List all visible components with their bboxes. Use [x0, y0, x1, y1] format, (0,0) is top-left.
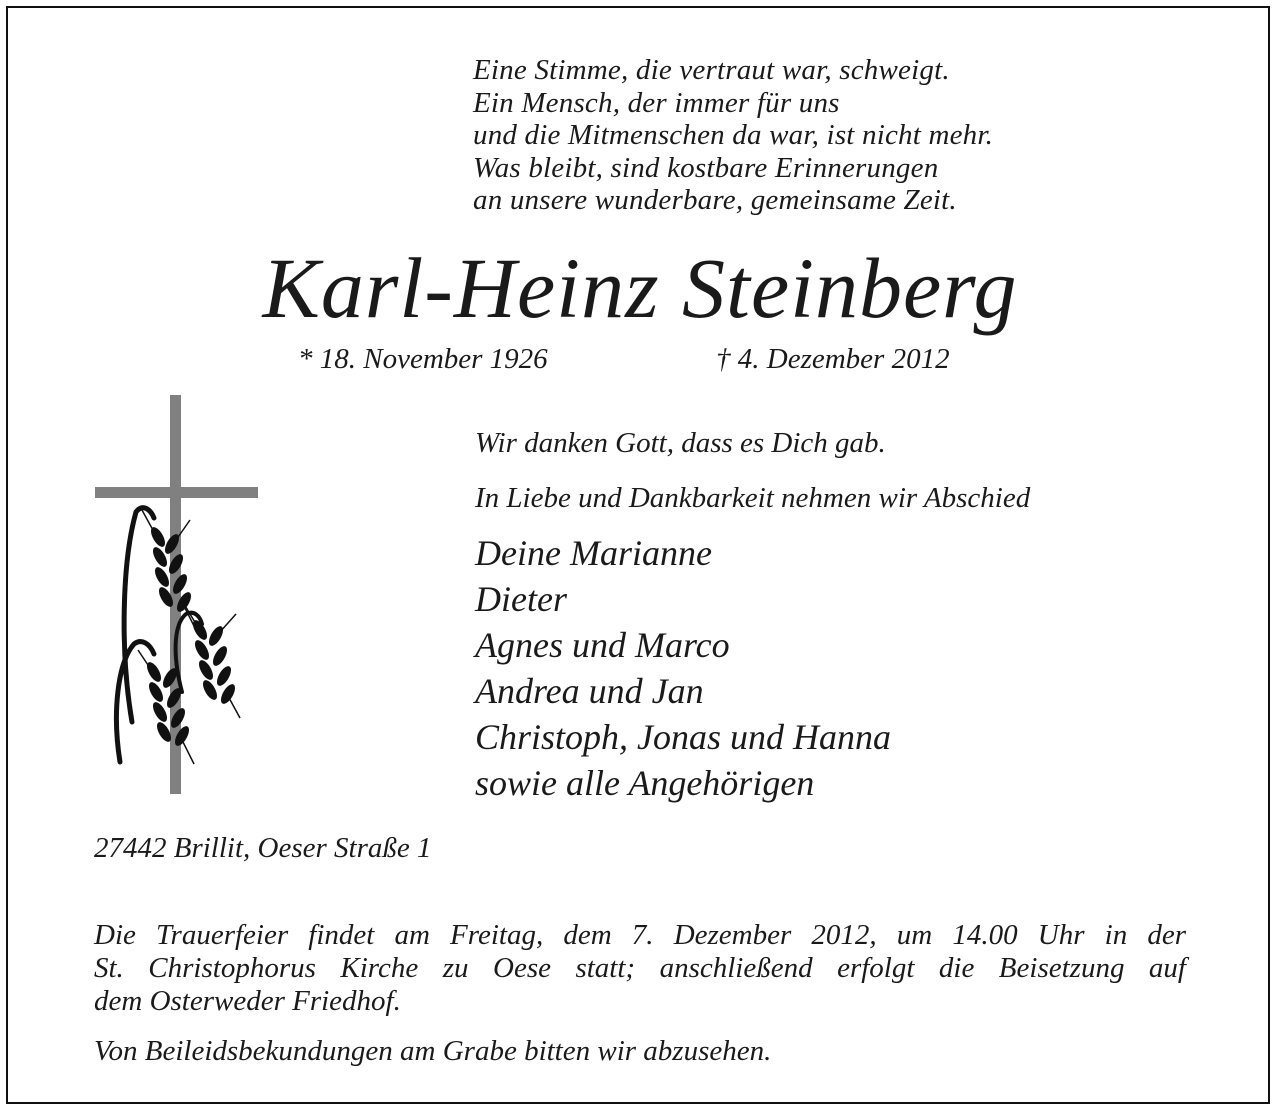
wheat-ears [144, 525, 238, 748]
poem-line: Ein Mensch, der immer für uns [473, 86, 840, 119]
deceased-name [0, 238, 1280, 338]
poem [473, 54, 993, 217]
poem-line: Was bleibt, sind kostbare Erinnerungen [473, 151, 939, 184]
deceased-name-text: Karl-Heinz Steinberg [262, 240, 1018, 336]
family-member: Dieter [475, 579, 567, 619]
cross-horizontal-bar [95, 487, 258, 498]
wheat-awns [138, 510, 240, 764]
family-member: Deine Marianne [475, 533, 712, 573]
condolence-request: Von Beileidsbekundungen am Grabe bitten wir abzusehen. [94, 1035, 772, 1067]
service-info [94, 919, 1186, 1018]
cross-with-wheat-icon [90, 392, 265, 797]
thanks-line: Wir danken Gott, dass es Dich gab. [475, 427, 886, 459]
service-line: Die Trauerfeier findet am Freitag, dem 7. Dezember 2012, um 14.00 Uhr in der [94, 919, 1186, 951]
death-date: † 4. Dezember 2012 [716, 343, 950, 375]
poem-line: und die Mitmenschen da war, ist nicht mehr. [473, 119, 994, 151]
family-member: sowie alle Angehörigen [475, 763, 815, 803]
address: 27442 Brillit, Oeser Straße 1 [94, 832, 432, 864]
service-line: dem Osterweder Friedhof. [94, 985, 401, 1017]
farewell-line: In Liebe und Dankbarkeit nehmen wir Abschied [475, 482, 1031, 514]
poem-line: an unsere wunderbare, gemeinsame Zeit. [473, 184, 957, 216]
service-line: St. Christophorus Kirche zu Oese statt; anschließend erfolgt die Beisetzung auf [94, 952, 1186, 984]
family-member: Agnes und Marco [475, 625, 730, 665]
family-member: Christoph, Jonas und Hanna [475, 717, 892, 757]
birth-date: * 18. November 1926 [298, 343, 548, 375]
poem-line: Eine Stimme, die vertraut war, schweigt. [473, 54, 950, 86]
family-member: Andrea und Jan [475, 671, 704, 711]
family-list [475, 530, 891, 806]
